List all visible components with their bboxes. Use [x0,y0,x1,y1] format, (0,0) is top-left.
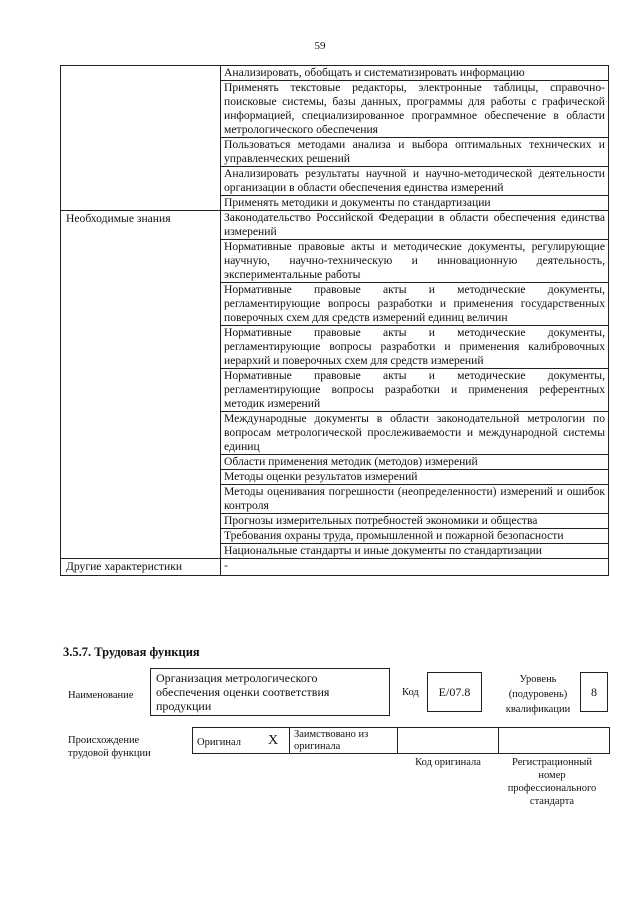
page-number: 59 [314,40,326,52]
row-item: Нормативные правовые акты и методические документы, регламентирующие вопросы разработки и применения референтных методик измерений [221,369,609,412]
code-value: E/07.8 [438,685,471,699]
section-title: 3.5.7. Трудовая функция [63,645,200,659]
row-label: Необходимые знания [61,211,221,559]
divider [498,727,499,754]
row-item: Области применения методик (методов) измерений [221,455,609,470]
row-item: Национальные стандарты и иные документы по стандартизации [221,544,609,559]
table-row [61,559,609,576]
row-item: Пользоваться методами анализа и выбора оптимальных технических и управленческих решений [221,138,609,167]
row-item: Применять текстовые редакторы, электронные таблицы, справочно-поисковые системы, базы данных, программы для работы с графической информацией, специализированное программное обеспечение в области метрологического обеспечения [221,81,609,138]
origin-row-box [192,727,610,754]
row-item: Анализировать результаты научной и научно-методической деятельности организации в области обеспечения единства измерений [221,167,609,196]
name-label: Наименование [68,690,134,701]
row-item: Методы оценки результатов измерений [221,470,609,485]
code-value-box [427,672,482,712]
row-item: Нормативные правовые акты и методические документы, регулирующие научную, научно-техническую и инновационную деятельность, экспериментальные работы [221,240,609,283]
reg-number-label: Регистрационный номер профессионального стандарта [507,757,597,807]
row-item: - [221,559,609,576]
row-item: Применять методики и документы по стандартизации [221,196,609,211]
divider [289,727,290,754]
row-item: Законодательство Российской Федерации в области обеспечения единства измерений [221,211,609,240]
row-item: Международные документы в области законодательной метрологии по вопросам метрологической прослеживаемости и международной системы единиц [221,412,609,455]
borrowed-label: Заимствовано из оригинала [294,729,369,752]
divider [397,727,398,754]
row-label: Другие характеристики [61,559,221,576]
row-item: Прогнозы измерительных потребностей экономики и общества [221,514,609,529]
skills-knowledge-table [60,65,609,576]
table-row [61,66,609,81]
origin-label: Происхождение трудовой функции [68,735,151,759]
code-label: Код [402,687,419,698]
original-mark: X [268,733,279,748]
row-item: Требования охраны труда, промышленной и пожарной безопасности [221,529,609,544]
level-value: 8 [591,685,597,699]
row-item: Нормативные правовые акты и методические документы, регламентирующие вопросы разработки и применения калибровочных иерархий и поверочных схем для средств измерений [221,326,609,369]
original-label: Оригинал [197,737,241,748]
name-value: Организация метрологического обеспечения оценки соответствия продукции [156,671,330,713]
level-value-box [580,672,608,712]
name-value-box [150,668,390,716]
row-item: Нормативные правовые акты и методические документы, регламентирующие вопросы разработки и применения государственных поверочных схем для средств измерений единиц величин [221,283,609,326]
table-row [61,211,609,240]
row-item: Методы оценивания погрешности (неопределенности) измерений и ошибок контроля [221,485,609,514]
row-label [61,66,221,211]
level-label: Уровень (подуровень) квалификации [505,674,571,715]
origin-code-label: Код оригинала [415,757,481,768]
row-item: Анализировать, обобщать и систематизировать информацию [221,66,609,81]
